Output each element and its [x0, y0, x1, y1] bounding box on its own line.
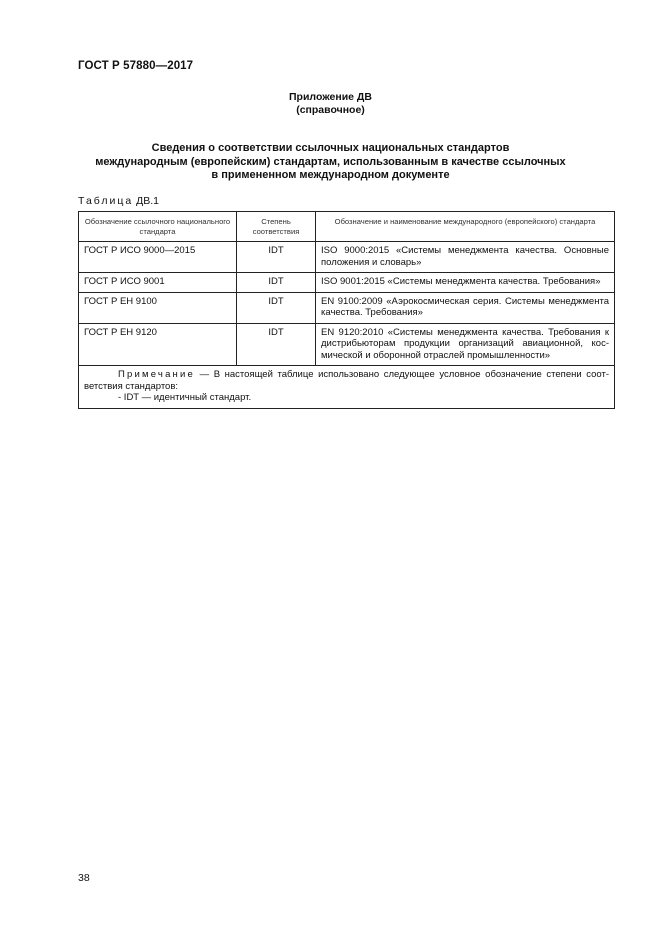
cell-degree: IDT: [237, 273, 316, 293]
table-row: [79, 242, 615, 273]
document-code: ГОСТ Р 57880—2017: [78, 60, 194, 72]
cell-national-standard: ГОСТ Р ИСО 9000—2015: [79, 242, 237, 273]
table-header-row: [79, 212, 615, 242]
cell-international-standard: ISO 9000:2015 «Системы менеджмента качества. Основные положения и словарь»: [316, 242, 615, 273]
cell-national-standard: ГОСТ Р ИСО 9001: [79, 273, 237, 293]
note-text: — В настоящей таблице использовано следующее условное обозначение степени соответствия стандартов:: [84, 369, 609, 392]
table-row: [79, 273, 615, 293]
table-caption: [78, 195, 159, 207]
section-title-line: в примененном международном документе: [211, 169, 450, 181]
table-caption-id: ДВ.1: [136, 195, 159, 207]
cell-international-standard: ISO 9001:2015 «Системы менеджмента качества. Требования»: [316, 273, 615, 293]
appendix-subtitle: (справочное): [296, 104, 365, 116]
section-title: [0, 142, 661, 183]
appendix-title: Приложение ДВ: [289, 91, 372, 103]
table-note-row: [79, 366, 615, 409]
appendix-heading: [0, 91, 661, 117]
cell-degree: IDT: [237, 323, 316, 366]
table-caption-word: Таблица: [78, 195, 134, 207]
cell-degree: IDT: [237, 292, 316, 323]
note-list-item: - IDT — идентичный стандарт.: [118, 392, 252, 403]
note-paragraph: [84, 369, 609, 392]
table-note: [79, 366, 615, 409]
cell-international-standard: EN 9100:2009 «Аэрокосмическая серия. Системы менеджмента качества. Требования»: [316, 292, 615, 323]
page-number: 38: [78, 872, 90, 884]
table-row: [79, 323, 615, 366]
section-title-line: Сведения о соответствии ссылочных национальных стандартов: [151, 142, 510, 154]
cell-national-standard: ГОСТ Р ЕН 9100: [79, 292, 237, 323]
header-degree: Степень соответствия: [237, 212, 316, 242]
section-title-line: международным (европейским) стандартам, использованным в качестве ссылочных: [95, 155, 566, 168]
cell-degree: IDT: [237, 242, 316, 273]
header-national-standard: Обозначение ссылочного национального стандарта: [79, 212, 237, 242]
cell-international-standard: EN 9120:2010 «Системы менеджмента качества. Требования к дистрибьюторам продукции организаций авиационной, космической и оборонной отраслей промышленности»: [316, 323, 615, 366]
cell-national-standard: ГОСТ Р ЕН 9120: [79, 323, 237, 366]
header-international-standard: Обозначение и наименование международного (европейского) стандарта: [316, 212, 615, 242]
table-row: [79, 292, 615, 323]
standards-table: [78, 211, 615, 409]
note-label: Примечание: [118, 369, 195, 380]
